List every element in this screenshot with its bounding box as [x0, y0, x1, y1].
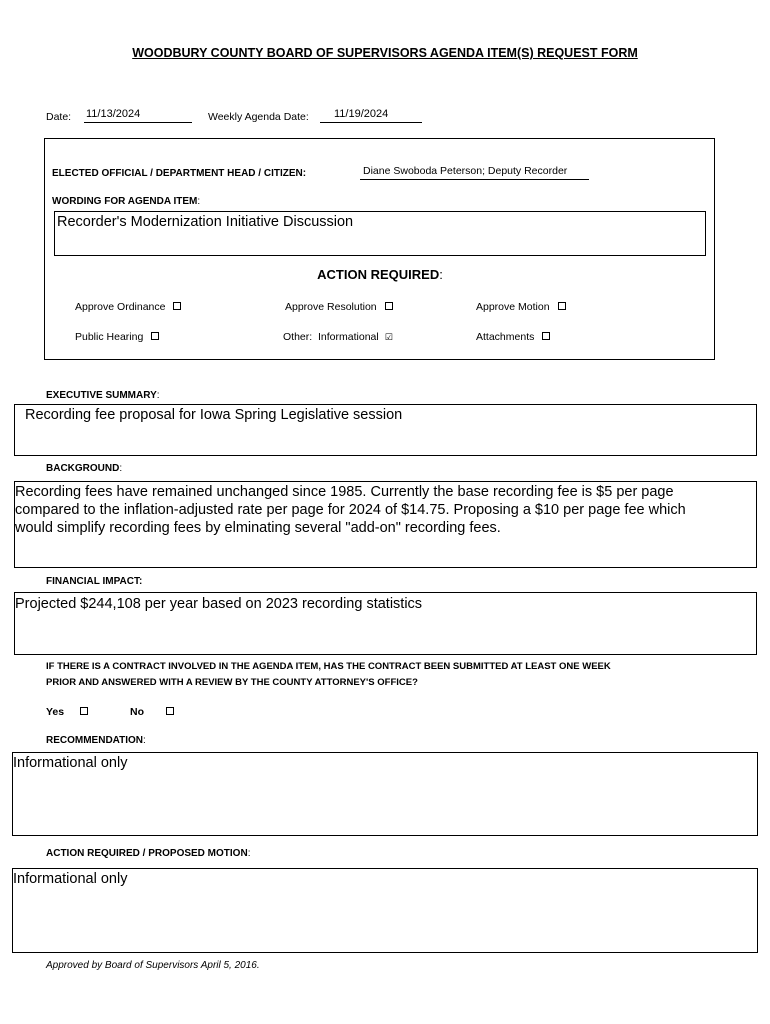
no-label: No	[130, 706, 144, 718]
elected-official-label: ELECTED OFFICIAL / DEPARTMENT HEAD / CITIZEN:	[52, 168, 307, 179]
financial-impact-label: FINANCIAL IMPACT:	[46, 576, 143, 587]
option-approve-ordinance[interactable]	[75, 301, 181, 313]
contract-yes-option[interactable]	[46, 706, 88, 718]
checkbox-icon[interactable]	[173, 302, 181, 310]
contract-question-line2: PRIOR AND ANSWERED WITH A REVIEW BY THE COUNTY ATTORNEY'S OFFICE?	[46, 677, 418, 688]
checkbox-icon[interactable]	[542, 332, 550, 340]
option-label: Approve Motion	[476, 301, 550, 313]
recommendation-label-wrap: RECOMMENDATION:	[46, 735, 146, 746]
contract-question-line1: IF THERE IS A CONTRACT INVOLVED IN THE AGENDA ITEM, HAS THE CONTRACT BEEN SUBMITTED AT LEAST ONE WEEK	[46, 661, 611, 672]
weekly-agenda-date-label: Weekly Agenda Date:	[208, 111, 309, 123]
option-label: Public Hearing	[75, 331, 144, 343]
executive-summary-label: EXECUTIVE SUMMARY	[46, 390, 157, 401]
action-required-heading-wrap: ACTION REQUIRED:	[317, 267, 443, 282]
elected-official-value: Diane Swoboda Peterson; Deputy Recorder	[363, 165, 568, 177]
background-line: compared to the inflation-adjusted rate per page for 2024 of $14.75. Proposing a $10 per page fee which	[15, 502, 686, 518]
wording-field[interactable]	[54, 211, 706, 256]
option-label: Attachments	[476, 331, 535, 343]
yes-label: Yes	[46, 706, 65, 718]
weekly-agenda-date-value: 11/19/2024	[334, 108, 389, 120]
background-line: would simplify recording fees by elminating several "add-on" recording fees.	[15, 520, 501, 536]
proposed-motion-value: Informational only	[13, 871, 128, 887]
wording-label-wrap: WORDING FOR AGENDA ITEM:	[52, 196, 201, 207]
wording-label: WORDING FOR AGENDA ITEM	[52, 196, 198, 207]
recommendation-value: Informational only	[13, 755, 128, 771]
wording-value: Recorder's Modernization Initiative Discussion	[57, 214, 354, 230]
executive-summary-label-wrap: EXECUTIVE SUMMARY:	[46, 390, 160, 401]
background-line: Recording fees have remained unchanged since 1985. Currently the base recording fee is $5 per page	[15, 484, 674, 500]
recommendation-field[interactable]	[12, 752, 758, 836]
option-label: Other: Informational	[283, 331, 379, 343]
form-title: WOODBURY COUNTY BOARD OF SUPERVISORS AGENDA ITEM(S) REQUEST FORM	[132, 46, 638, 60]
contract-no-option[interactable]	[130, 706, 174, 718]
approval-footer: Approved by Board of Supervisors April 5, 2016.	[46, 960, 260, 971]
option-approve-motion[interactable]	[476, 301, 566, 313]
option-label: Approve Resolution	[285, 301, 377, 313]
background-label: BACKGROUND	[46, 463, 120, 474]
checkbox-icon[interactable]	[166, 707, 174, 715]
option-approve-resolution[interactable]	[285, 301, 393, 313]
action-required-heading: ACTION REQUIRED	[317, 267, 440, 282]
option-other-informational[interactable]	[283, 331, 393, 343]
option-attachments[interactable]	[476, 331, 550, 343]
checkbox-icon[interactable]	[385, 302, 393, 310]
executive-summary-field[interactable]	[14, 404, 757, 456]
checkbox-icon[interactable]	[558, 302, 566, 310]
date-label: Date:	[46, 111, 72, 123]
recommendation-label: RECOMMENDATION	[46, 735, 144, 746]
weekly-agenda-date-field[interactable]	[320, 108, 422, 123]
option-label: Approve Ordinance	[75, 301, 166, 313]
date-value: 11/13/2024	[86, 108, 141, 120]
financial-impact-field[interactable]	[14, 592, 757, 655]
checkbox-checked-icon[interactable]: ☑	[384, 332, 393, 343]
date-field[interactable]	[84, 108, 192, 123]
elected-official-field[interactable]	[360, 165, 589, 180]
checkbox-icon[interactable]	[80, 707, 88, 715]
checkbox-icon[interactable]	[151, 332, 159, 340]
proposed-motion-label-wrap: ACTION REQUIRED / PROPOSED MOTION:	[46, 848, 251, 859]
option-public-hearing[interactable]	[75, 331, 159, 343]
background-label-wrap: BACKGROUND:	[46, 463, 123, 474]
proposed-motion-field[interactable]	[12, 868, 758, 953]
background-field[interactable]	[14, 481, 757, 568]
proposed-motion-label: ACTION REQUIRED / PROPOSED MOTION	[46, 848, 248, 859]
financial-impact-value: Projected $244,108 per year based on 2023 recording statistics	[15, 596, 423, 612]
executive-summary-value: Recording fee proposal for Iowa Spring Legislative session	[25, 407, 403, 423]
